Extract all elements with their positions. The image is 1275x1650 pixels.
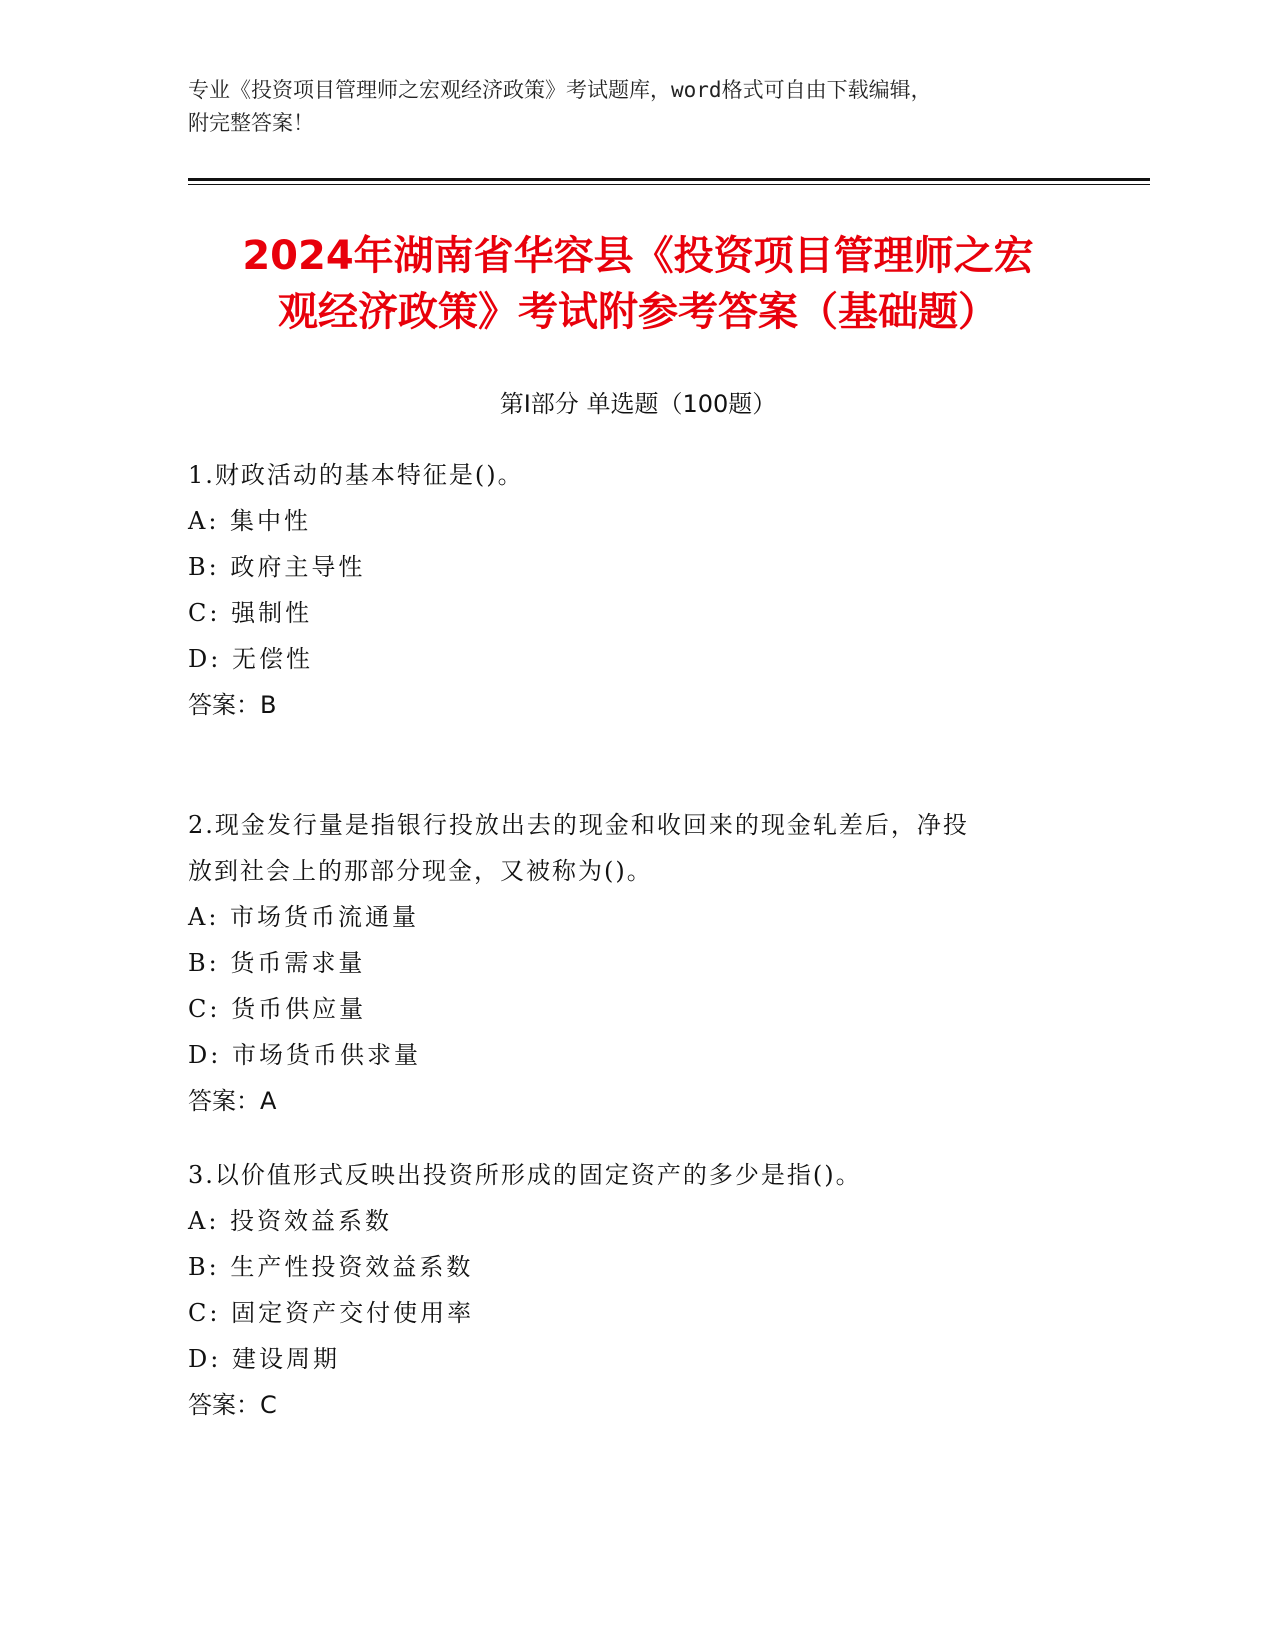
- question-1-option-c: C: 强制性: [188, 599, 313, 627]
- question-1-option-d: D: 无偿性: [188, 645, 313, 673]
- document-title-line-2: 观经济政策》考试附参考答案（基础题）: [278, 289, 998, 335]
- question-3-option-c: C: 固定资产交付使用率: [188, 1299, 475, 1327]
- question-2: [188, 802, 1068, 1124]
- header-divider-thin: [188, 184, 1150, 185]
- question-1: [188, 452, 1068, 728]
- section-heading: 第Ⅰ部分 单选题（100题）: [499, 390, 777, 418]
- question-2-option-b: B: 货币需求量: [188, 949, 366, 977]
- question-2-answer: 答案：A: [188, 1087, 277, 1115]
- question-3: [188, 1152, 1068, 1428]
- question-2-option-a: A: 市场货币流通量: [188, 903, 420, 931]
- document-title-line-1: 2024年湖南省华容县《投资项目管理师之宏: [242, 233, 1034, 279]
- question-2-stem-line-2: 放到社会上的那部分现金，又被称为()。: [188, 857, 653, 885]
- question-1-answer: 答案：B: [188, 691, 277, 719]
- question-2-stem-line-1: 2.现金发行量是指银行投放出去的现金和收回来的现金轧差后，净投: [188, 811, 969, 839]
- header-note-line-2: 附完整答案！: [188, 111, 314, 135]
- document-title: [188, 228, 1088, 340]
- question-3-option-d: D: 建设周期: [188, 1345, 340, 1373]
- question-3-option-a: A: 投资效益系数: [188, 1207, 393, 1235]
- question-1-option-a: A: 集中性: [188, 507, 312, 535]
- header-note: [188, 74, 1088, 140]
- question-3-stem: 3.以价值形式反映出投资所形成的固定资产的多少是指()。: [188, 1161, 862, 1189]
- question-3-option-b: B: 生产性投资效益系数: [188, 1253, 474, 1281]
- question-1-option-b: B: 政府主导性: [188, 553, 366, 581]
- question-1-stem: 1.财政活动的基本特征是()。: [188, 461, 524, 489]
- question-2-option-c: C: 货币供应量: [188, 995, 367, 1023]
- question-3-answer: 答案：C: [188, 1391, 277, 1419]
- header-divider-thick: [188, 178, 1150, 181]
- header-note-line-1: 专业《投资项目管理师之宏观经济政策》考试题库，word格式可自由下载编辑，: [188, 78, 932, 102]
- question-2-option-d: D: 市场货币供求量: [188, 1041, 421, 1069]
